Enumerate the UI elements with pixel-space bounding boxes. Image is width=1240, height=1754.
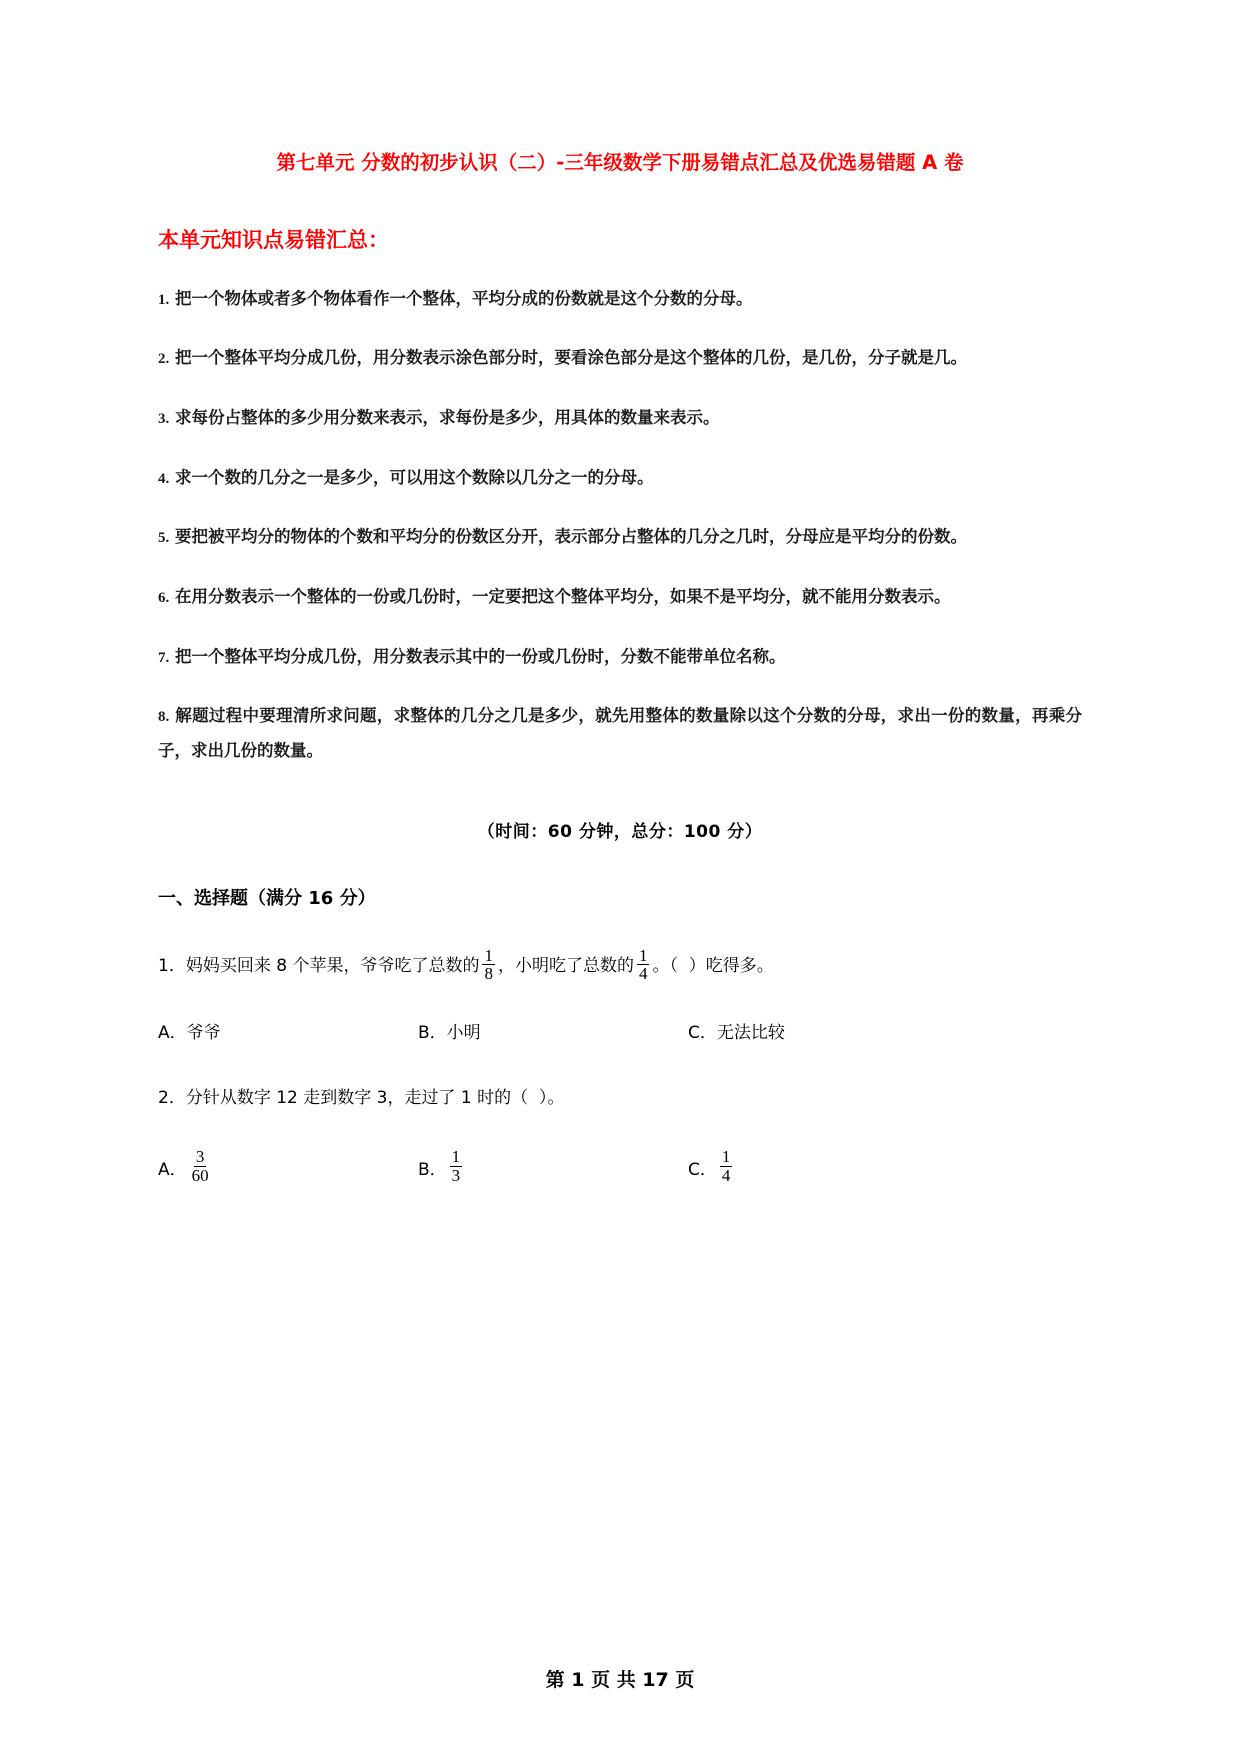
question-2-number: 2． — [158, 1088, 186, 1109]
fraction-numerator: 1 — [638, 945, 648, 965]
knowledge-point-text: 解题过程中要理清所求问题，求整体的几分之几是多少，就先用整体的数量除以这个分数的分母，求出一份的数量，再乘分子，求出几份的数量。 — [158, 706, 1083, 760]
knowledge-point-text: 求每份占整体的多少用分数来表示，求每份是多少，用具体的数量来表示。 — [175, 408, 720, 428]
fraction-denominator: 4 — [638, 964, 648, 984]
section-heading-choice: 一、选择题（满分 16 分） — [158, 887, 376, 909]
knowledge-point-text: 把一个整体平均分成几份，用分数表示涂色部分时，要看涂色部分是这个整体的几份，是几份，分子就是几。 — [175, 348, 967, 368]
knowledge-point-text: 在用分数表示一个整体的一份或几份时，一定要把这个整体平均分，如果不是平均分，就不能用分数表示。 — [175, 586, 951, 606]
option-a[interactable] — [158, 1149, 418, 1186]
knowledge-point-item — [158, 461, 1082, 496]
fraction-one-third — [450, 1148, 463, 1185]
question-1-text-part3: 。（ ）吃得多。 — [652, 955, 774, 976]
question-2-options — [158, 1149, 1082, 1186]
fraction-three-sixtieths — [190, 1148, 211, 1185]
option-c-label: C．无法比较 — [688, 1023, 785, 1044]
fraction-denominator: 3 — [451, 1166, 461, 1186]
section-subtitle: 本单元知识点易错汇总： — [158, 228, 389, 253]
knowledge-point-number: 6. — [158, 589, 170, 606]
knowledge-point-text: 把一个物体或者多个物体看作一个整体，平均分成的份数就是这个分数的分母。 — [175, 288, 753, 308]
fraction-numerator: 3 — [195, 1147, 205, 1167]
knowledge-point-item — [158, 282, 1082, 317]
knowledge-point-text: 求一个数的几分之一是多少，可以用这个数除以几分之一的分母。 — [175, 467, 654, 487]
knowledge-point-text: 要把被平均分的物体的个数和平均分的份数区分开，表示部分占整体的几分之几时，分母应是平均分的份数。 — [175, 527, 967, 547]
option-c-label: C． — [688, 1160, 717, 1181]
knowledge-point-item — [158, 520, 1082, 555]
knowledge-point-text: 把一个整体平均分成几份，用分数表示其中的一份或几份时，分数不能带单位名称。 — [175, 646, 786, 666]
fraction-numerator: 1 — [451, 1147, 461, 1167]
option-c[interactable] — [688, 1018, 948, 1043]
knowledge-point-item — [158, 699, 1082, 768]
option-b-label: B．小明 — [418, 1023, 481, 1044]
question-1-text-part1: 妈妈买回来 8 个苹果，爷爷吃了总数的 — [185, 955, 480, 976]
fraction-one-quarter — [637, 947, 650, 984]
knowledge-point-item — [158, 341, 1082, 376]
page-title: 第七单元 分数的初步认识（二）-三年级数学下册易错点汇总及优选易错题 A 卷 — [276, 151, 964, 174]
knowledge-point-item — [158, 640, 1082, 675]
knowledge-point-number: 4. — [158, 470, 170, 487]
question-1 — [158, 945, 1082, 985]
knowledge-point-item — [158, 580, 1082, 615]
knowledge-point-number: 5. — [158, 530, 170, 547]
fraction-denominator: 4 — [721, 1166, 731, 1186]
question-1-number: 1． — [158, 955, 186, 976]
knowledge-point-list — [158, 282, 1082, 769]
option-a-label: A． — [158, 1160, 187, 1181]
fraction-denominator: 8 — [484, 964, 493, 984]
option-c[interactable] — [688, 1149, 948, 1186]
knowledge-point-number: 7. — [158, 649, 170, 666]
fraction-numerator: 1 — [484, 945, 493, 965]
knowledge-point-item — [158, 401, 1082, 436]
knowledge-point-number: 2. — [158, 351, 170, 368]
fraction-denominator: 60 — [191, 1166, 209, 1186]
fraction-one-eighth — [482, 947, 495, 984]
question-1-options — [158, 1018, 1082, 1043]
knowledge-point-number: 8. — [158, 709, 170, 726]
question-1-text-part2: ，小明吃了总数的 — [497, 955, 634, 976]
option-a[interactable] — [158, 1018, 418, 1043]
option-b[interactable] — [418, 1018, 688, 1043]
fraction-numerator: 1 — [721, 1147, 731, 1167]
page-number-text: 第 1 页 共 17 页 — [545, 1669, 695, 1691]
fraction-one-quarter — [720, 1148, 733, 1185]
page-content — [158, 120, 1082, 1186]
question-2 — [158, 1081, 1082, 1115]
option-a-label: A．爷爷 — [158, 1023, 221, 1044]
option-b-label: B． — [418, 1160, 447, 1181]
knowledge-point-number: 3. — [158, 411, 170, 428]
exam-meta: （时间：60 分钟，总分：100 分） — [477, 821, 763, 842]
page-footer — [0, 1665, 1240, 1692]
option-b[interactable] — [418, 1149, 688, 1186]
question-2-text: 分针从数字 12 走到数字 3，走过了 1 时的（ ）。 — [185, 1088, 565, 1109]
knowledge-point-number: 1. — [158, 291, 170, 308]
